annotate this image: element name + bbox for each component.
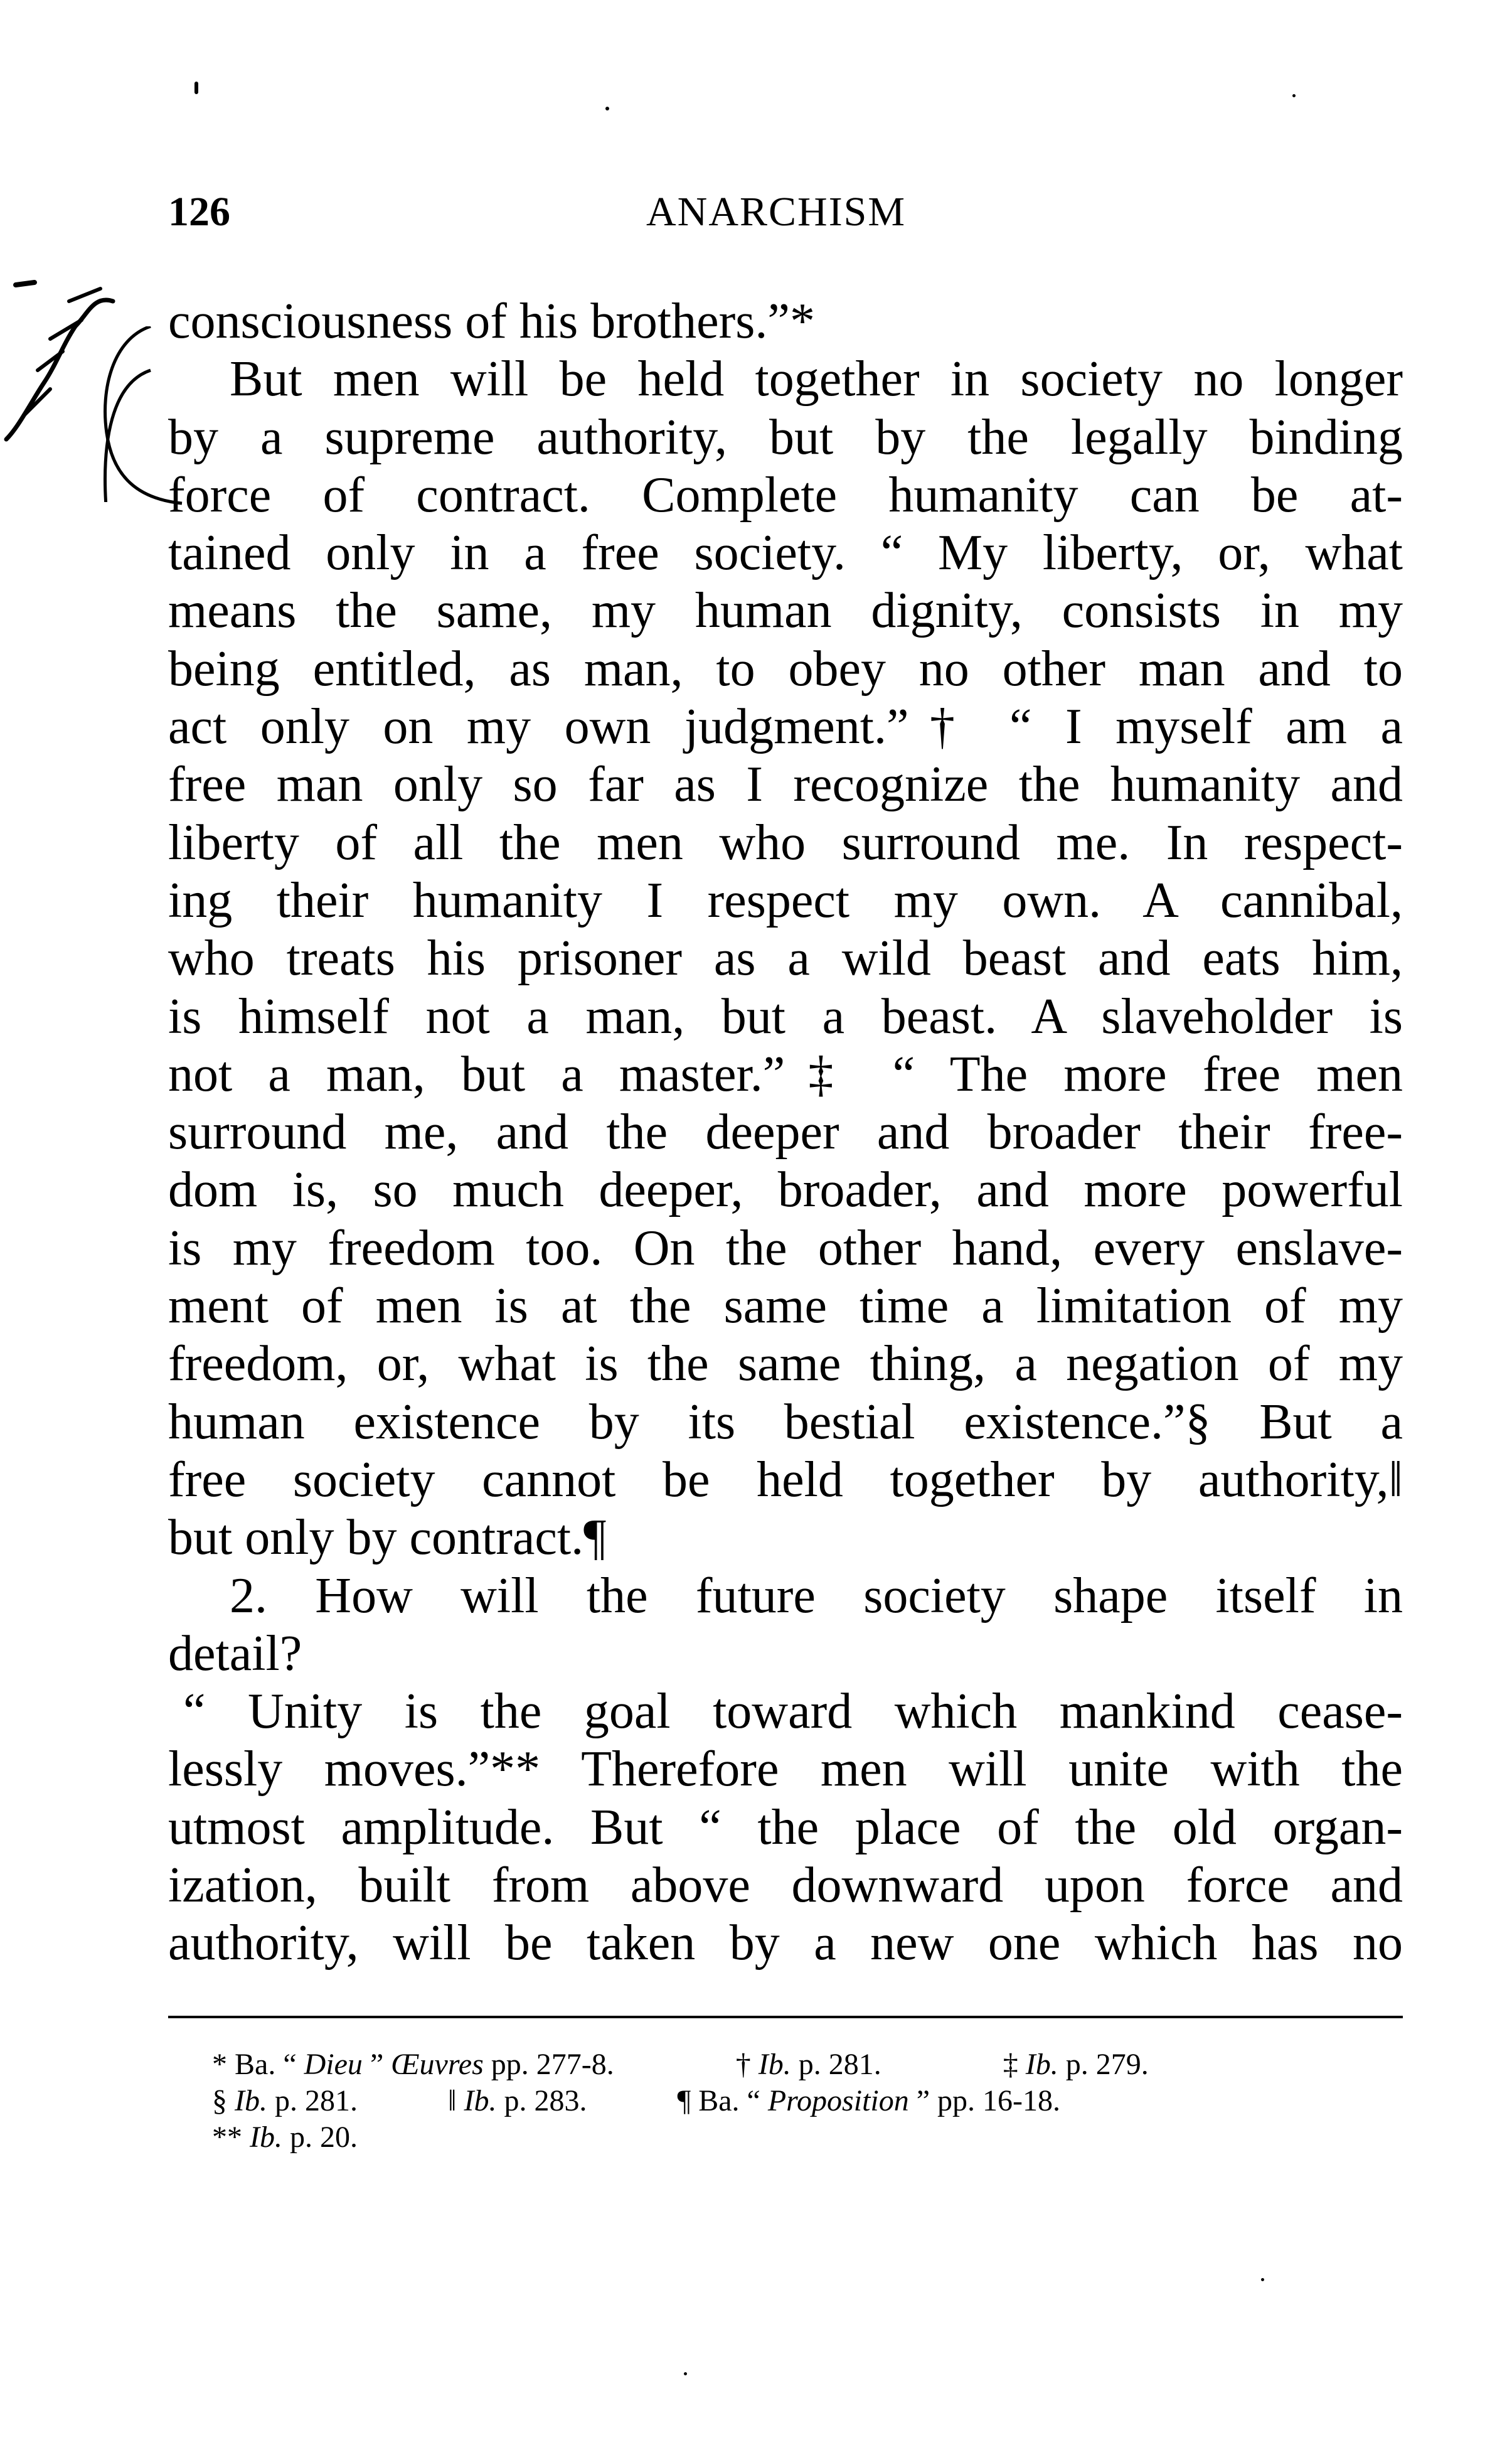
footnote-line-1 (212, 2047, 1149, 2082)
footnote-line-2 (212, 2084, 1060, 2118)
text-line: “ Unity is the goal toward which mankind cease- (183, 1684, 1403, 1740)
scan-speck (605, 107, 609, 110)
text-line: liberty of all the men who surround me. In respect- (168, 815, 1403, 870)
text-line: being entitled, as man, to obey no other man and to (168, 641, 1403, 697)
text-line: authority, will be taken by a new one which has no (168, 1915, 1403, 1971)
text-line: not a man, but a master.”‡ “ The more free men (168, 1046, 1403, 1102)
text-line: act only on my own judgment.”† “ I myself am a (168, 699, 1403, 755)
footnote-line-3 (212, 2120, 358, 2154)
text-line: consciousness of his brothers.”* (168, 294, 815, 349)
text-line: ment of men is at the same time a limitation of my (168, 1278, 1403, 1334)
text-line: is my freedom too. On the other hand, every enslave- (168, 1220, 1403, 1276)
body-text (168, 292, 1403, 1972)
text-line: But men will be held together in society no longer (230, 351, 1403, 407)
text-line: force of contract. Complete humanity can be at- (168, 467, 1403, 523)
scan-speck (1292, 94, 1296, 97)
text-line: detail? (168, 1625, 302, 1681)
footnote-2: † Ib. p. 281. (735, 2048, 881, 2081)
text-line: surround me, and the deeper and broader their free- (168, 1105, 1403, 1160)
text-line: 2. How will the future society shape itself in (230, 1568, 1403, 1624)
page-number: 126 (168, 189, 230, 235)
text-line: utmost amplitude. But “ the place of the old organ- (168, 1799, 1403, 1855)
footnote-1: * Ba. “ Dieu ” Œuvres pp. 277-8. (212, 2048, 614, 2081)
text-line: ization, built from above downward upon force and (168, 1858, 1403, 1913)
text-line: free man only so far as I recognize the humanity and (168, 757, 1403, 813)
footnote-rule (168, 2016, 1403, 2018)
scan-speck (194, 82, 198, 94)
footnote-7: ** Ib. p. 20. (212, 2121, 358, 2154)
running-head: ANARCHISM (646, 189, 907, 235)
text-line: human existence by its bestial existence.”§ But a (168, 1394, 1403, 1450)
text-line: tained only in a free society. “ My liberty, or, what (168, 525, 1403, 581)
text-line: lessly moves.”** Therefore men will unite with the (168, 1741, 1403, 1797)
scan-speck (684, 2372, 687, 2375)
text-line: freedom, or, what is the same thing, a negation of my (168, 1336, 1403, 1392)
text-line: is himself not a man, but a beast. A slaveholder is (168, 988, 1403, 1044)
footnote-4: § Ib. p. 281. (212, 2084, 358, 2117)
footnote-5: ‖ Ib. p. 283. (447, 2084, 587, 2117)
footnote-6: ¶ Ba. “ Proposition ” pp. 16-18. (677, 2084, 1061, 2117)
text-line: but only by contract.¶ (168, 1510, 607, 1566)
text-line: ing their humanity I respect my own. A cannibal, (168, 872, 1403, 928)
text-line: means the same, my human dignity, consists in my (168, 583, 1403, 639)
text-line: who treats his prisoner as a wild beast and eats him, (168, 931, 1403, 987)
text-line: free society cannot be held together by authority,‖ (168, 1452, 1403, 1507)
text-line: by a supreme authority, but by the legally binding (168, 409, 1403, 465)
text-line: dom is, so much deeper, broader, and more powerful (168, 1162, 1403, 1218)
scan-speck (1261, 2278, 1264, 2281)
footnote-3: ‡ Ib. p. 279. (1003, 2048, 1149, 2081)
